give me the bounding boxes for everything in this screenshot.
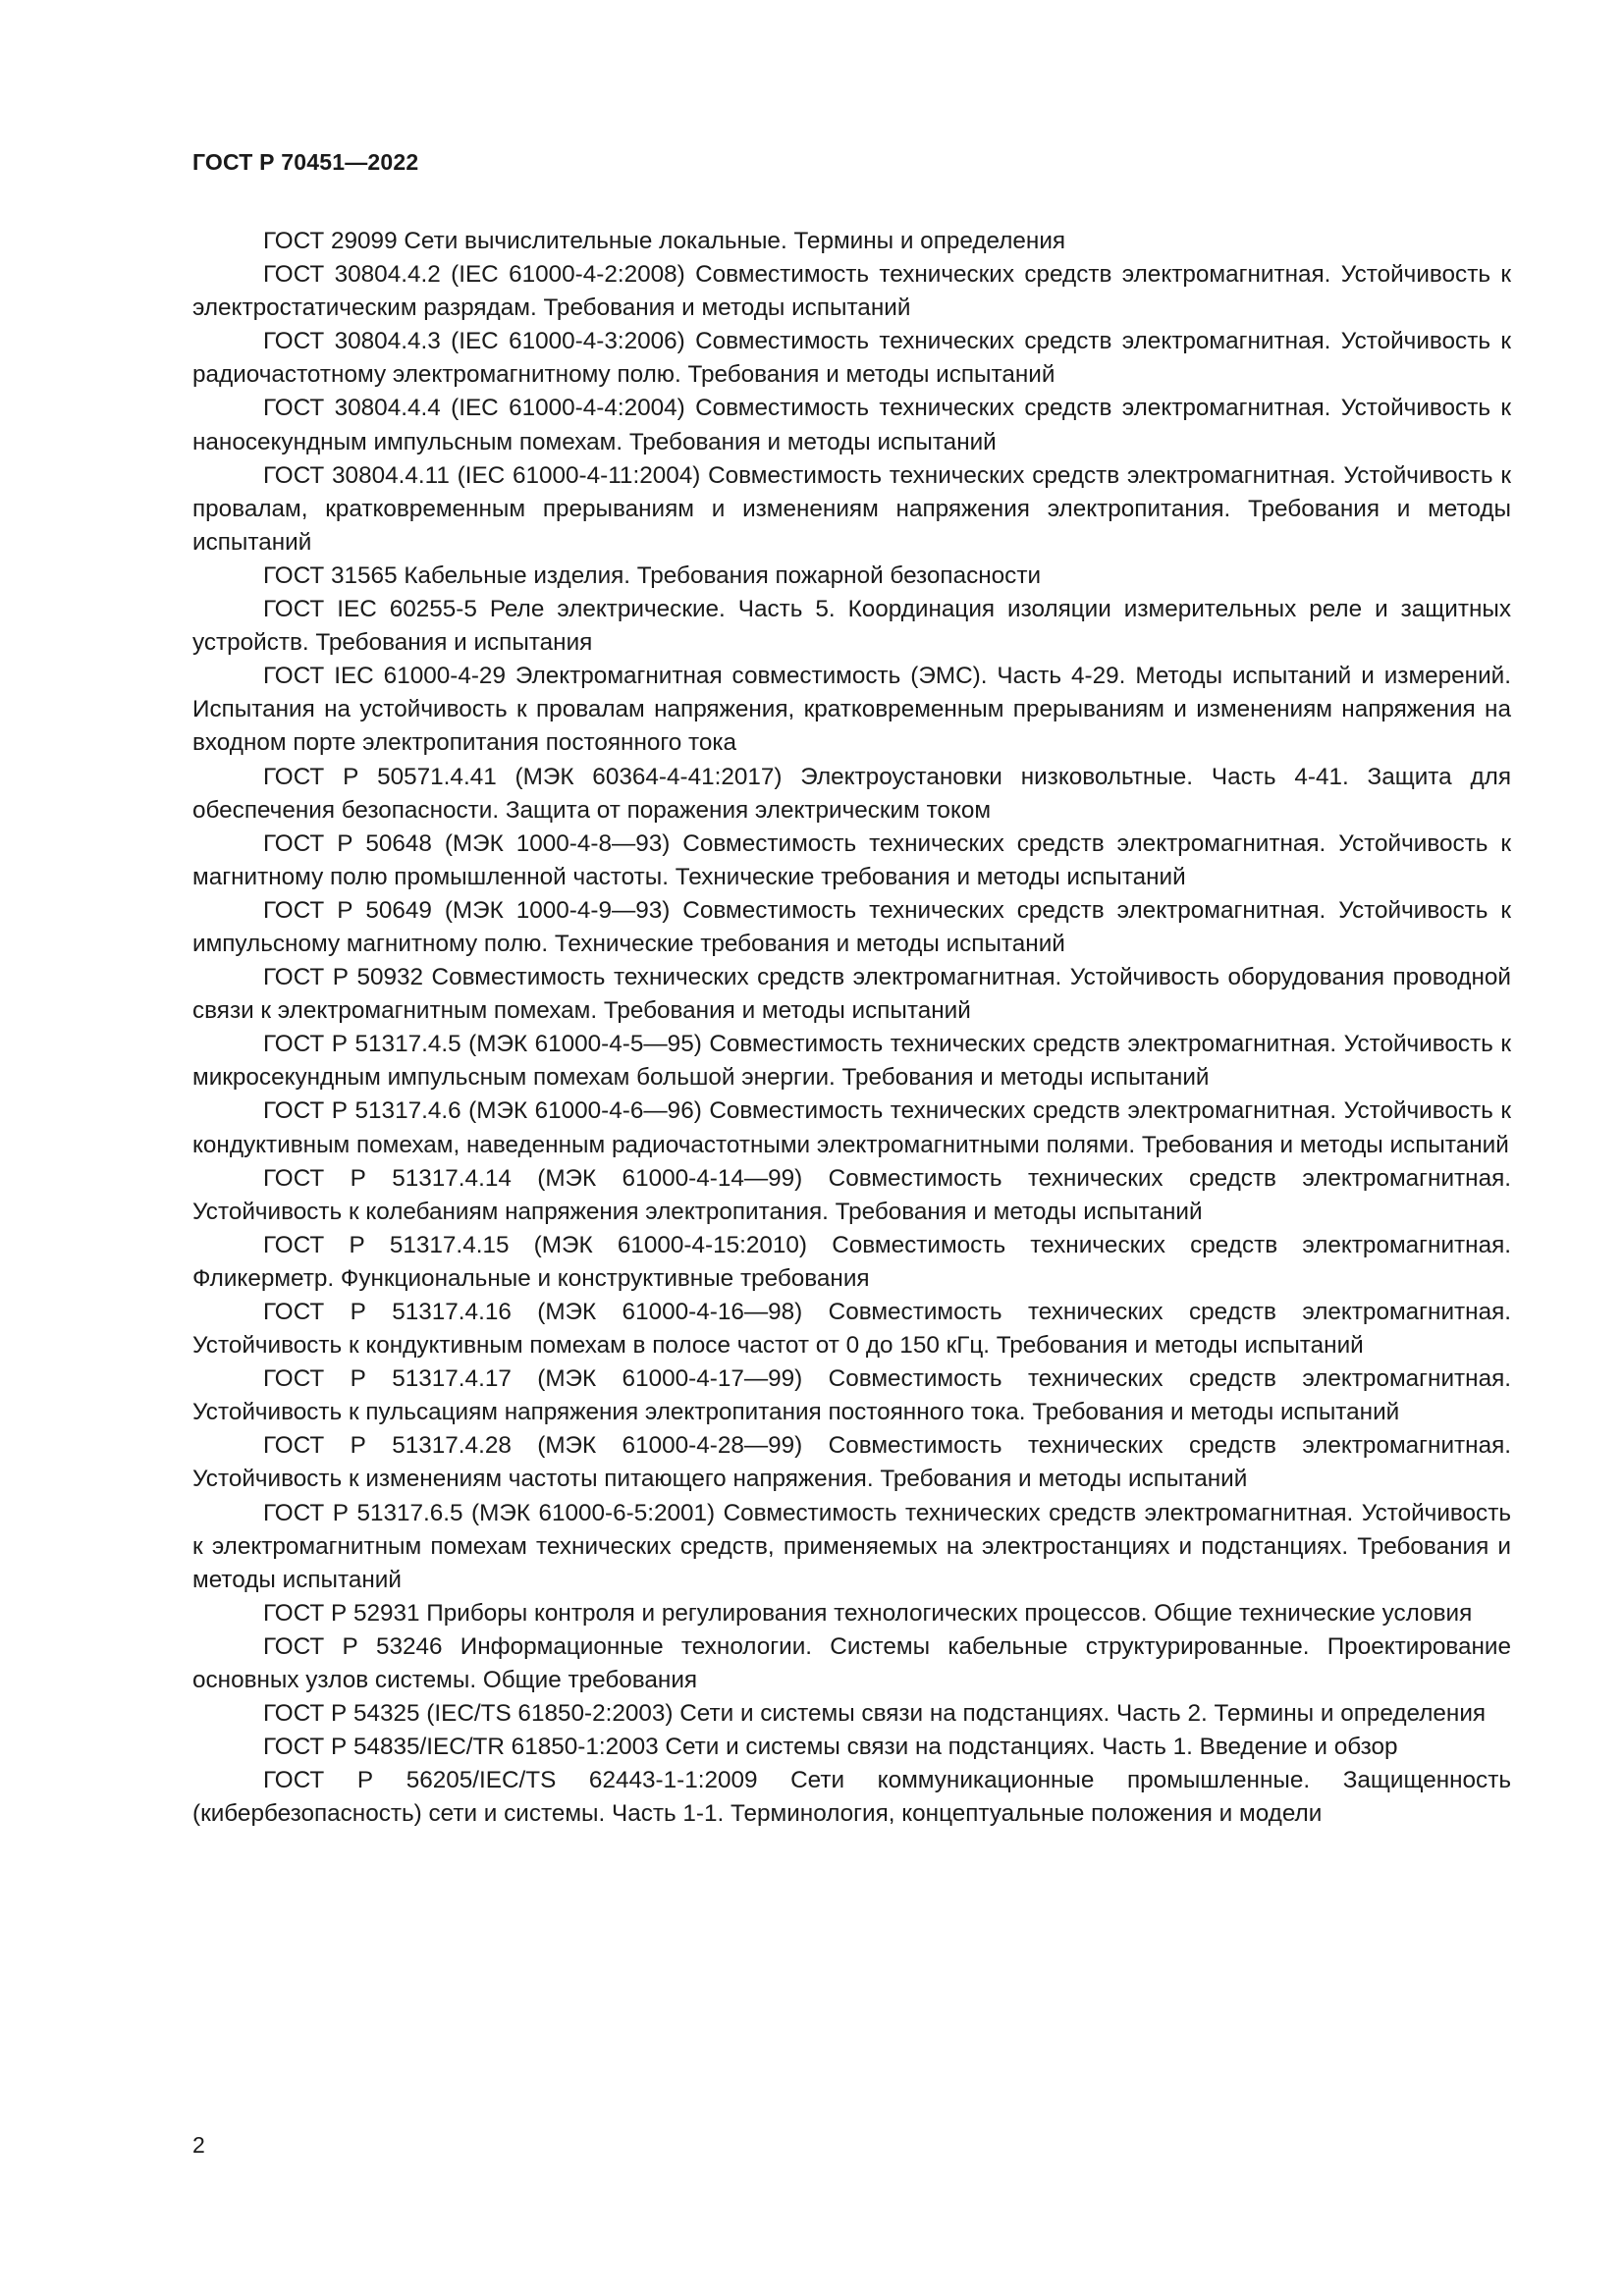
normative-references-list <box>192 225 1511 1832</box>
reference-entry: ГОСТ 30804.4.11 (IEC 61000-4-11:2004) Совместимость технических средств электромагнитная. Устойчивость к провалам, кратковременным прерываниям и изменениям напряжения электропитания. Требования и методы испытаний <box>192 461 1511 556</box>
reference-entry: ГОСТ Р 51317.4.17 (МЭК 61000-4-17—99) Совместимость технических средств электромагнитная. Устойчивость к пульсациям напряжения электропитания постоянного тока. Требования и методы испытаний <box>192 1365 1511 1426</box>
reference-entry: ГОСТ Р 51317.4.28 (МЭК 61000-4-28—99) Совместимость технических средств электромагнитная. Устойчивость к изменениям частоты питающего напряжения. Требования и методы испытаний <box>192 1432 1511 1493</box>
reference-entry: ГОСТ Р 56205/IEC/TS 62443-1-1:2009 Сети коммуникационные промышленные. Защищенность (кибербезопасность) сети и системы. Часть 1-1. Терминология, концептуальные положения и модели <box>192 1767 1511 1828</box>
document-header-title: ГОСТ Р 70451—2022 <box>192 149 419 175</box>
reference-entry: ГОСТ Р 51317.4.14 (МЭК 61000-4-14—99) Совместимость технических средств электромагнитная. Устойчивость к колебаниям напряжения электропитания. Требования и методы испытаний <box>192 1164 1511 1225</box>
reference-entry: ГОСТ Р 51317.4.5 (МЭК 61000-4-5—95) Совместимость технических средств электромагнитная. Устойчивость к микросекундным импульсным помехам большой энергии. Требования и методы испытаний <box>192 1031 1511 1092</box>
reference-entry: ГОСТ Р 53246 Информационные технологии. Системы кабельные структурированные. Проектирование основных узлов системы. Общие требования <box>192 1632 1511 1694</box>
reference-entry: ГОСТ IEC 60255-5 Реле электрические. Часть 5. Координация изоляции измерительных реле и защитных устройств. Требования и испытания <box>192 596 1511 657</box>
reference-entry: ГОСТ Р 54835/IEC/TR 61850-1:2003 Сети и системы связи на подстанциях. Часть 1. Введение и обзор <box>263 1734 1398 1761</box>
reference-entry: ГОСТ Р 51317.4.6 (МЭК 61000-4-6—96) Совместимость технических средств электромагнитная. Устойчивость к кондуктивным помехам, наведенным радиочастотными электромагнитными полями. Требования и методы испытаний <box>192 1097 1511 1158</box>
reference-entry: ГОСТ 29099 Сети вычислительные локальные. Термины и определения <box>263 228 1066 254</box>
reference-entry: ГОСТ Р 50932 Совместимость технических средств электромагнитная. Устойчивость оборудования проводной связи к электромагнитным помехам. Требования и методы испытаний <box>192 964 1511 1025</box>
reference-entry: ГОСТ Р 52931 Приборы контроля и регулирования технологических процессов. Общие технические условия <box>263 1599 1473 1627</box>
reference-entry: ГОСТ Р 51317.6.5 (МЭК 61000-6-5:2001) Совместимость технических средств электромагнитная. Устойчивость к электромагнитным помехам технических средств, применяемых на электростанциях и подстанциях. Требования и методы испытаний <box>192 1499 1511 1593</box>
reference-entry: ГОСТ Р 54325 (IEC/TS 61850-2:2003) Сети и системы связи на подстанциях. Часть 2. Термины и определения <box>263 1700 1487 1728</box>
reference-entry: ГОСТ IEC 61000-4-29 Электромагнитная совместимость (ЭМС). Часть 4-29. Методы испытаний и измерений. Испытания на устойчивость к провалам напряжения, кратковременным прерываниям и изменениям напряжения на входном порте электропитания постоянного тока <box>192 663 1511 757</box>
reference-entry: ГОСТ 31565 Кабельные изделия. Требования пожарной безопасности <box>263 561 1042 589</box>
reference-entry: ГОСТ Р 50649 (МЭК 1000-4-9—93) Совместимость технических средств электромагнитная. Устойчивость к импульсному магнитному полю. Технические требования и методы испытаний <box>192 896 1511 957</box>
reference-entry: ГОСТ 30804.4.3 (IEC 61000-4-3:2006) Совместимость технических средств электромагнитная. Устойчивость к радиочастотному электромагнитному полю. Требования и методы испытаний <box>192 328 1511 389</box>
reference-entry: ГОСТ 30804.4.2 (IEC 61000-4-2:2008) Совместимость технических средств электромагнитная. Устойчивость к электростатическим разрядам. Требования и методы испытаний <box>192 261 1511 322</box>
reference-entry: ГОСТ Р 51317.4.16 (МЭК 61000-4-16—98) Совместимость технических средств электромагнитная. Устойчивость к кондуктивным помехам в полосе частот от 0 до 150 кГц. Требования и методы испытаний <box>192 1299 1511 1360</box>
reference-entry: ГОСТ Р 50648 (МЭК 1000-4-8—93) Совместимость технических средств электромагнитная. Устойчивость к магнитному полю промышленной частоты. Технические требования и методы испытаний <box>192 829 1511 890</box>
page-number: 2 <box>192 2132 205 2158</box>
reference-entry: ГОСТ 30804.4.4 (IEC 61000-4-4:2004) Совместимость технических средств электромагнитная. Устойчивость к наносекундным импульсным помехам. Требования и методы испытаний <box>192 395 1511 455</box>
reference-entry: ГОСТ Р 51317.4.15 (МЭК 61000-4-15:2010) Совместимость технических средств электромагнитная. Фликерметр. Функциональные и конструктивные требования <box>192 1231 1511 1292</box>
reference-entry: ГОСТ Р 50571.4.41 (МЭК 60364-4-41:2017) Электроустановки низковольтные. Часть 4-41. Защита для обеспечения безопасности. Защита от поражения электрическим током <box>192 763 1511 824</box>
